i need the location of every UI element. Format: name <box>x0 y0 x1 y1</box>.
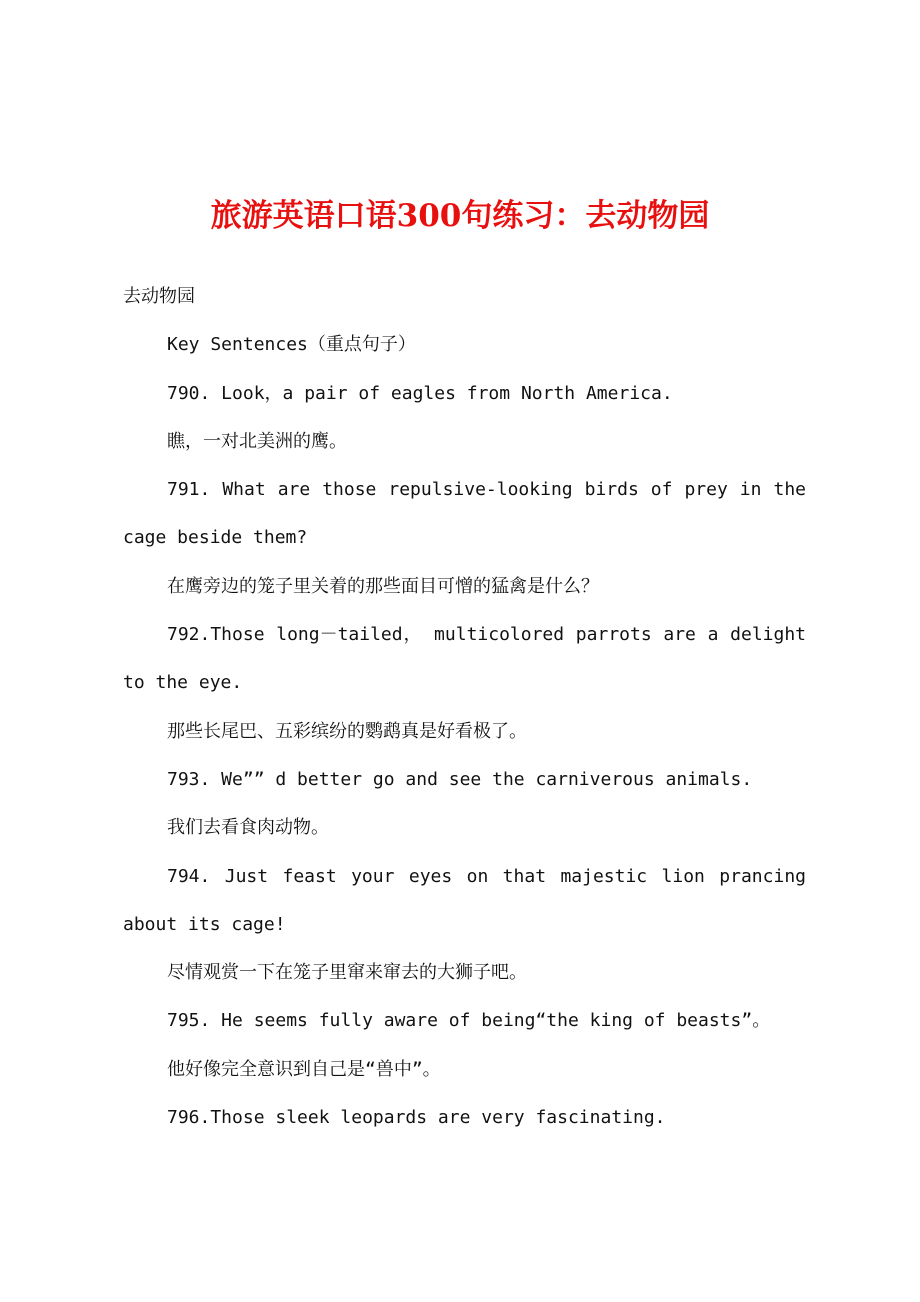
key-sentences-label: Key Sentences（重点句子） <box>167 334 416 356</box>
sentence-en: 792.Those long－tailed， multicolored parrots are a delight to the eye. <box>123 624 806 694</box>
document-body <box>123 273 806 1142</box>
sentence-en: 793. We”” d better go and see the carniverous animals. <box>167 768 753 790</box>
document-title: 旅游英语口语300句练习：去动物园 <box>210 198 710 234</box>
sentence-en: 795. He seems fully aware of being“the king of beasts”。 <box>167 1010 771 1032</box>
sentence-en: 796.Those sleek leopards are very fascinating. <box>167 1107 666 1129</box>
section-heading: 去动物园 <box>123 286 195 307</box>
sentence-en: 790. Look，a pair of eagles from North America. <box>167 382 673 404</box>
sentence-zh: 尽情观赏一下在笼子里窜来窜去的大狮子吧。 <box>167 962 527 984</box>
sentence-en: 791. What are those repulsive-looking birds of prey in the cage beside them? <box>123 479 806 549</box>
sentence-zh: 在鹰旁边的笼子里关着的那些面目可憎的猛禽是什么？ <box>167 575 599 597</box>
sentence-zh: 我们去看食肉动物。 <box>167 817 329 839</box>
sentence-en: 794. Just feast your eyes on that majestic lion prancing about its cage! <box>123 865 806 935</box>
sentence-zh: 他好像完全意识到自己是“兽中”。 <box>167 1058 441 1080</box>
sentence-zh: 瞧，一对北美洲的鹰。 <box>167 430 347 452</box>
sentence-zh: 那些长尾巴、五彩缤纷的鹦鹉真是好看极了。 <box>167 720 527 742</box>
